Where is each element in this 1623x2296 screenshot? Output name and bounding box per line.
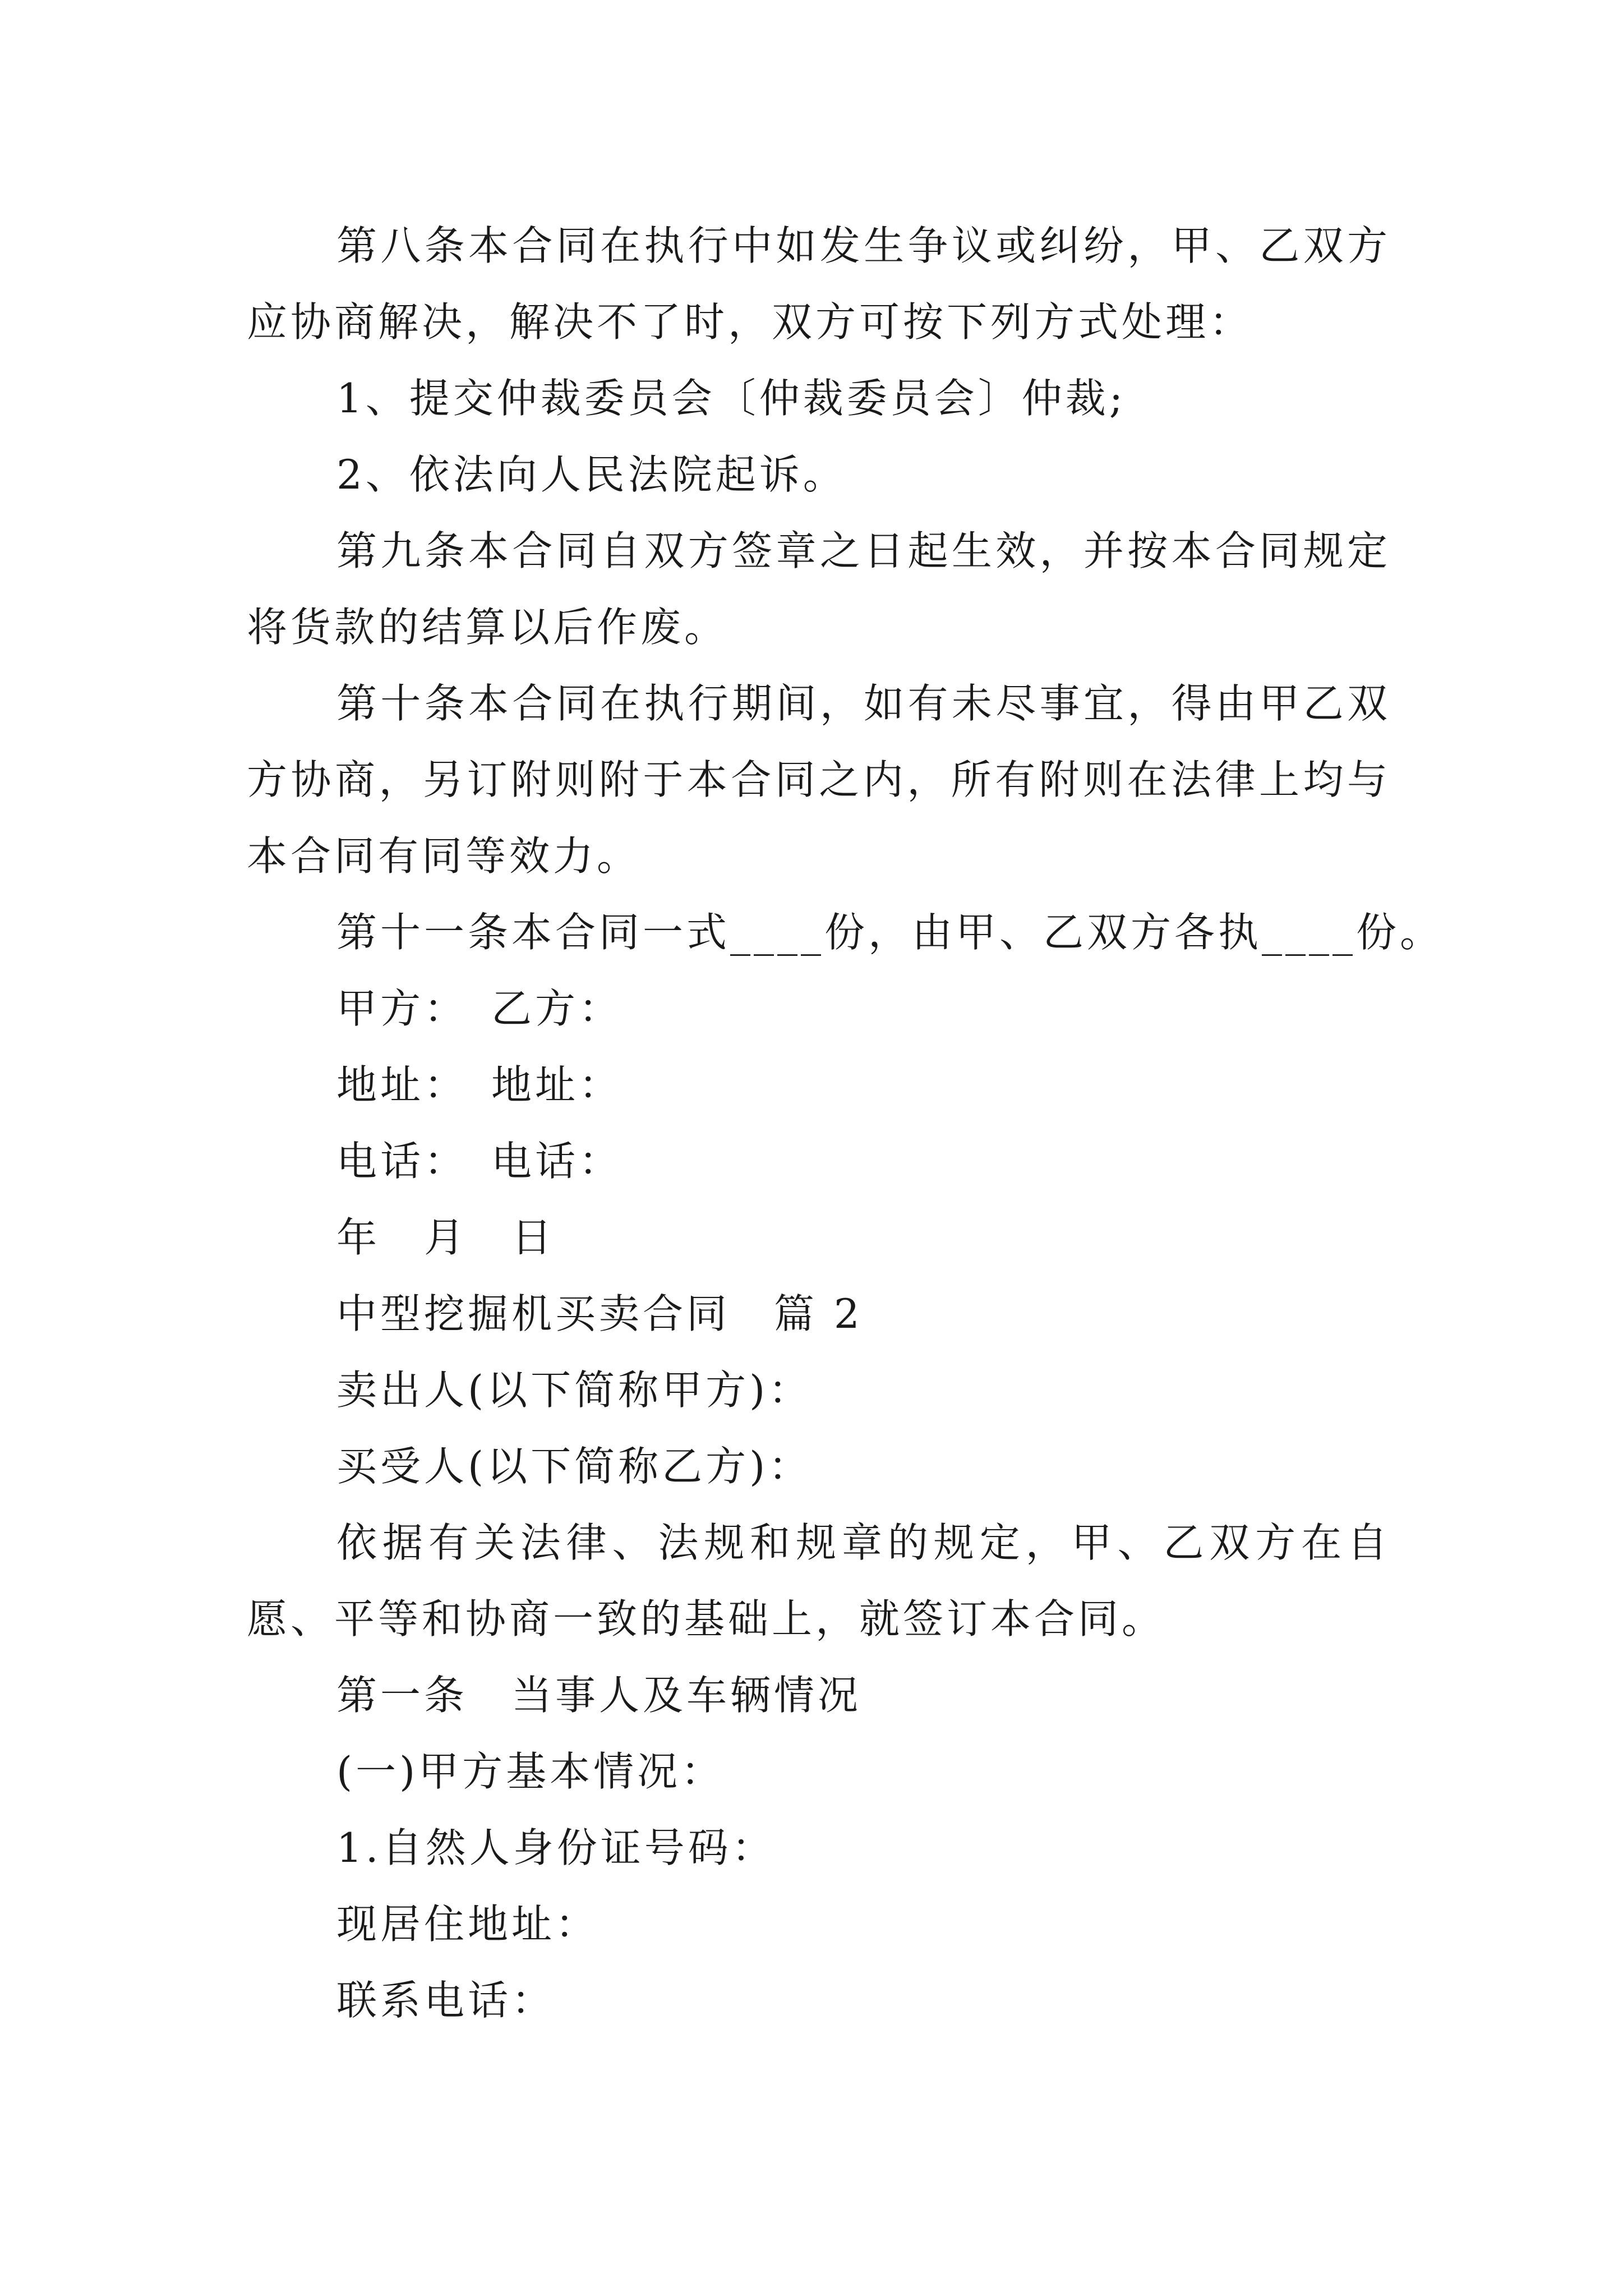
- document-body: [247, 208, 1444, 2039]
- paragraph-article-11: 第十一条本合同一式____份，由甲、乙双方各执____份。: [336, 909, 1444, 956]
- party-a-heading: (一)甲方基本情况：: [336, 1748, 725, 1795]
- paragraph-basis: 依据有关法律、法规和规章的规定，甲、乙双方在自愿、平等和协商一致的基础上，就签订本合同。: [247, 1519, 1391, 1642]
- paragraph-article-8: 第八条本合同在执行中如发生争议或纠纷，甲、乙双方应协商解决，解决不了时，双方可按下列方式处理：: [247, 222, 1391, 346]
- signature-address: 地址： 地址：: [336, 1061, 623, 1108]
- article-1-heading: 第一条 当事人及车辆情况: [336, 1672, 862, 1719]
- list-item-lawsuit: 2、依法向人民法院起诉。: [336, 451, 847, 498]
- signature-phone: 电话： 电话：: [336, 1138, 623, 1185]
- list-item-arbitration: 1、提交仲裁委员会〔仲裁委员会〕仲裁;: [336, 375, 1127, 422]
- buyer-line: 买受人(以下简称乙方)：: [336, 1443, 813, 1490]
- signature-parties: 甲方： 乙方：: [336, 985, 623, 1032]
- paragraph-article-9: 第九条本合同自双方签章之日起生效，并按本合同规定将货款的结算以后作废。: [247, 527, 1391, 651]
- address-line: 现居住地址：: [336, 1901, 600, 1948]
- paragraph-article-10: 第十条本合同在执行期间，如有未尽事宜，得由甲乙双方协商，另订附则附于本合同之内，所有附则在法律上均与本合同有同等效力。: [247, 680, 1391, 880]
- seller-line: 卖出人(以下简称甲方)：: [336, 1366, 813, 1414]
- signature-date: 年 月 日: [336, 1214, 556, 1261]
- id-number-line: 1.自然人身份证号码：: [336, 1824, 776, 1871]
- phone-line: 联系电话：: [336, 1977, 556, 2024]
- section-title-contract-2: 中型挖掘机买卖合同 篇 2: [336, 1290, 863, 1337]
